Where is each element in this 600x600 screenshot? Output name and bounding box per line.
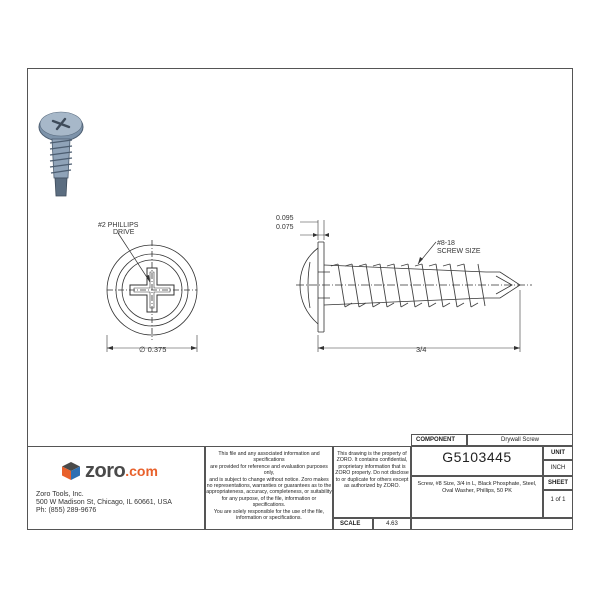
- scale-value: 4.63: [373, 518, 411, 530]
- disclaimer-line: are provided for reference and evaluation purposes only,: [210, 463, 328, 477]
- disclaimer-line: no representations, warranties or guarantees as to the: [206, 483, 332, 490]
- property-line: proprietary information that is: [338, 463, 406, 470]
- sheet-label: SHEET: [543, 476, 573, 490]
- unit-value: INCH: [543, 460, 573, 476]
- length-dimension: 3/4: [416, 345, 427, 354]
- drive-label-2: DRIVE: [113, 229, 135, 236]
- company-cell: [27, 446, 205, 530]
- company-name: Zoro Tools, Inc.: [36, 491, 84, 498]
- disclaimer-line: appropriateness, accuracy, completeness, or suitability: [206, 489, 332, 496]
- brand-suffix: .com: [125, 462, 158, 479]
- disclaimer-line: This file and any associated information and specifications: [218, 451, 320, 464]
- property-line: This drawing is the property of: [337, 451, 407, 457]
- disclaimer-line: You are solely responsible for the use of the file,: [213, 508, 325, 515]
- property-line: ZORO. It contains confidential,: [336, 457, 408, 464]
- disclaimer-cell: [205, 446, 333, 530]
- company-phone: Ph: (855) 289-9676: [36, 507, 97, 514]
- screw-thumbnail: [39, 112, 83, 196]
- thread-size: #8-18: [437, 240, 455, 247]
- property-line: ZORO property. Do not disclose: [335, 470, 409, 477]
- part-description: Screw, #8 Size, 3/4 in L, Black Phosphate, Steel, Oval Washer, Phillips, 50 PK: [411, 476, 543, 518]
- title-block: [27, 434, 573, 530]
- property-line: as authorized by ZORO.: [344, 483, 400, 490]
- cube-icon: [61, 461, 81, 481]
- disclaimer-line: and is subject to change without notice. Zoro makes: [209, 476, 329, 483]
- component-value: Drywall Screw: [467, 434, 573, 446]
- scale-label: SCALE: [333, 518, 373, 530]
- side-view: [296, 220, 532, 352]
- disclaimer-line: information or specifications.: [236, 515, 302, 522]
- sheet-value: 1 of 1: [543, 490, 573, 518]
- part-number: G5103445: [411, 446, 543, 476]
- company-street: 500 W Madison St, Chicago, IL 60661, USA: [36, 499, 172, 506]
- drive-label: #2 PHILLIPS: [98, 222, 139, 229]
- property-cell: [333, 446, 411, 518]
- property-line: to or duplicate for others except: [335, 476, 409, 483]
- diameter-dimension: ∅ 0.375: [139, 345, 167, 354]
- thickness-min: 0.075: [276, 224, 294, 231]
- blank-cell: [411, 518, 573, 530]
- company-address: [36, 491, 172, 515]
- top-view: [107, 233, 197, 352]
- zoro-logo: [61, 461, 158, 481]
- brand-name: zoro: [85, 459, 126, 482]
- component-label: COMPONENT: [411, 434, 467, 446]
- unit-label: UNIT: [543, 446, 573, 460]
- thickness-max: 0.095: [276, 215, 294, 222]
- disclaimer-line: for any purpose, of the file, information or specifications.: [221, 495, 317, 509]
- thread-size-label: SCREW SIZE: [437, 248, 481, 255]
